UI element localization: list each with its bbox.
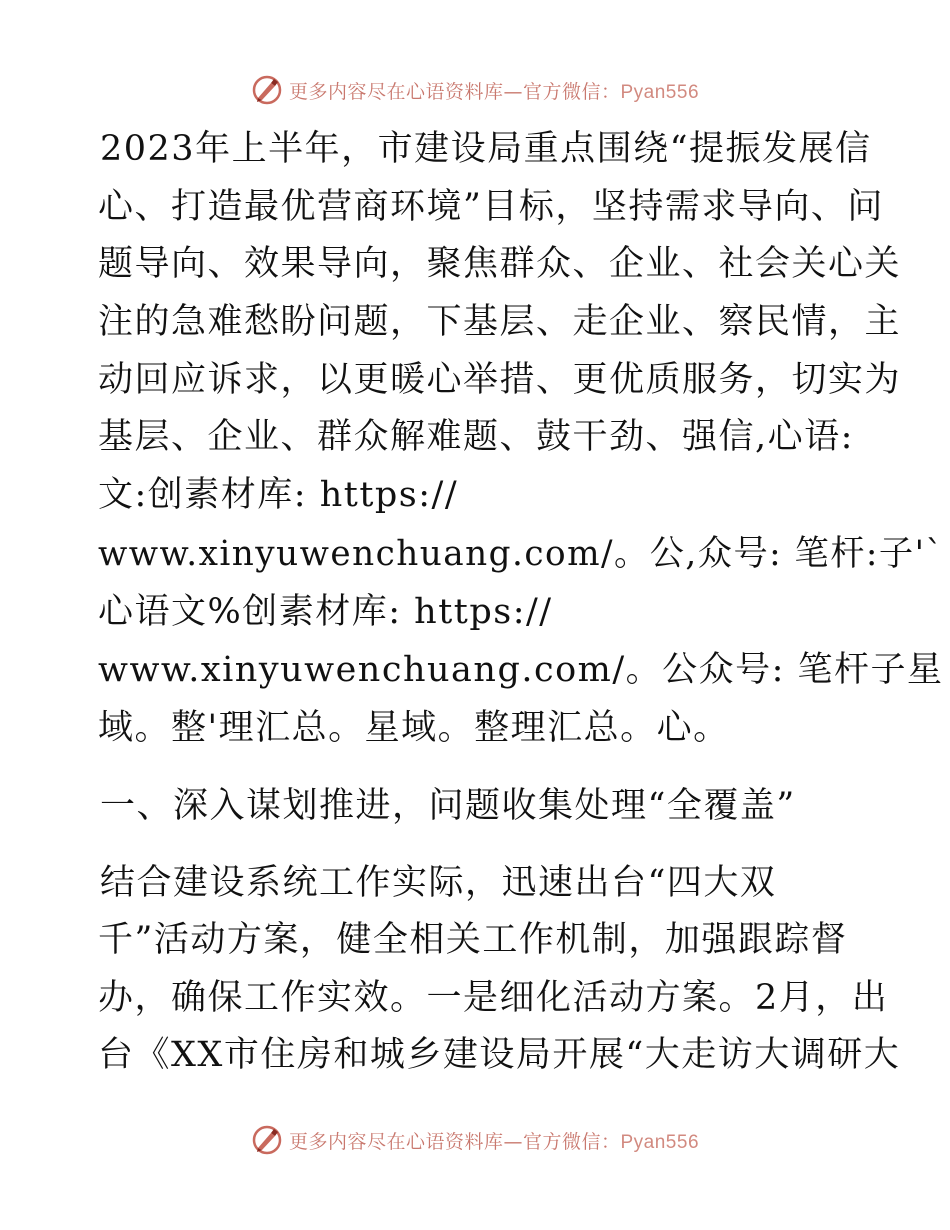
text-line: 注的急难愁盼问题，下基层、走企业、察民情，主 — [98, 302, 902, 342]
pen-logo-icon — [251, 74, 283, 106]
text-line: www.xinyuwenchuang.com/。公,众号: 笔杆:子'` — [98, 534, 945, 574]
watermark-text — [289, 1127, 699, 1154]
text-line: 动回应诉求，以更暖心举措、更优质服务，切实为 — [98, 360, 902, 400]
text-line: www.xinyuwenchuang.com/。公众号: 笔杆子星 — [98, 650, 944, 690]
text-line: 结合建设系统工作实际，迅速出台“四大双 — [100, 863, 777, 903]
watermark-label: 更多内容尽在心语资料库—官方微信： — [288, 80, 621, 103]
text-line: 千”活动方案，健全相关工作机制，加强跟踪督 — [98, 920, 848, 960]
text-line: 心、打造最优营商环境”目标，坚持需求导向、问 — [98, 187, 884, 227]
pen-logo-icon — [251, 1124, 283, 1156]
watermark-label: 更多内容尽在心语资料库—官方微信： — [288, 1130, 621, 1153]
watermark-id: Pyan556 — [620, 1131, 700, 1153]
section-heading: 一、深入谋划推进，问题收集处理“全覆盖” — [100, 786, 796, 826]
text-line: 心语文%创素材库: https:// — [98, 592, 553, 632]
text-line: 台《XX市住房和城乡建设局开展“大走访大调研大 — [98, 1035, 901, 1075]
text-line: 办，确保工作实效。一是细化活动方案。2月，出 — [98, 978, 889, 1018]
text-line: 文:创素材库: https:// — [98, 475, 459, 515]
text-line: 基层、企业、群众解难题、鼓干劲、强信,心语: — [98, 417, 854, 457]
watermark-text — [289, 77, 699, 104]
header-watermark — [0, 70, 950, 110]
text-line: 题导向、效果导向，聚焦群众、企业、社会关心关 — [98, 244, 902, 284]
footer-watermark — [0, 1120, 950, 1160]
text-line: 域。整'理汇总。星域。整理汇总。心。 — [98, 708, 730, 748]
watermark-id: Pyan556 — [620, 81, 700, 103]
text-line: 2023年上半年，市建设局重点围绕“提振发展信 — [100, 129, 872, 169]
